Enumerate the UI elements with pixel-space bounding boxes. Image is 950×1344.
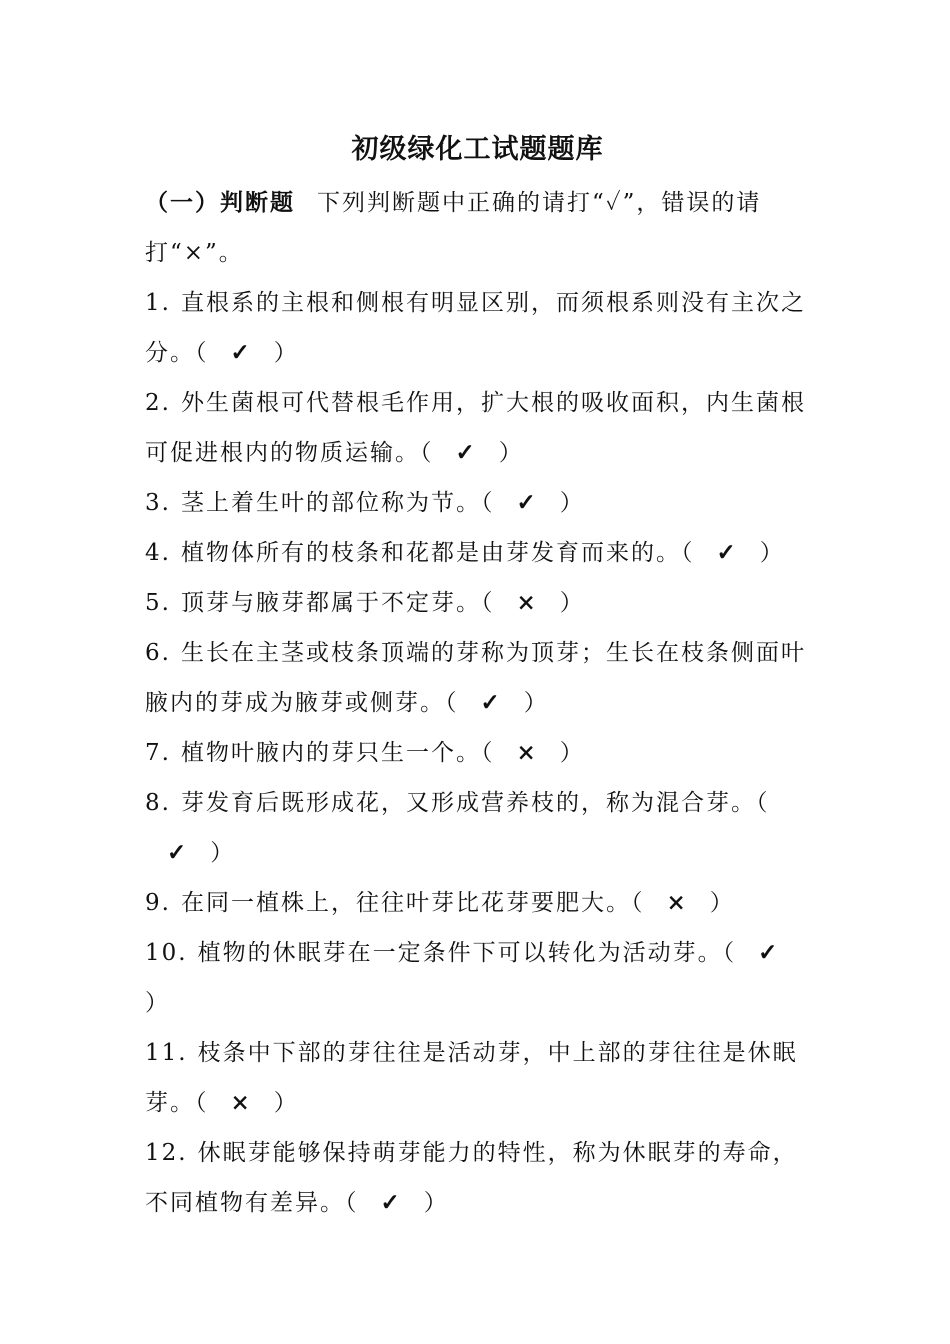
question-item [145,1028,810,1128]
question-number: 10. [145,940,188,966]
answer-paren-close: ） [559,590,585,616]
answer-paren-open: （ [420,440,434,466]
question-item [145,578,810,628]
answer-paren-open: （ [345,1190,359,1216]
answer-mark: ✓ [480,689,502,716]
answer-paren-close: ） [423,1190,449,1216]
question-item [145,378,810,478]
question-text: 植物的休眠芽在一定条件下可以转化为活动芽。 [197,940,723,966]
question-item [145,728,810,778]
answer-paren-close: ） [145,990,170,1016]
answer-paren-close: ） [210,840,236,866]
answer-paren-open: （ [480,740,495,766]
question-item [145,928,810,1028]
question-item [145,778,810,878]
question-text: 芽发育后既形成花，又形成营养枝的，称为混合芽。 [180,790,756,816]
question-item [145,278,810,378]
question-item [145,878,810,928]
question-number: 2. [145,390,171,416]
answer-mark: × [516,589,538,616]
question-number: 6. [145,640,171,666]
answer-paren-close: ） [498,440,524,466]
question-text: 茎上着生叶的部位称为节。 [180,490,481,516]
question-text: 枝条中下部的芽往往是活动芽，中上部的芽往往是休眠芽。 [145,1040,798,1116]
question-list [145,278,810,1228]
answer-paren-open: （ [195,1090,209,1116]
question-text: 外生菌根可代替根毛作用，扩大根的吸收面积，内生菌根可促进根内的物质运输。 [145,390,806,466]
answer-paren-open: （ [445,690,459,716]
answer-paren-open: （ [722,940,737,966]
answer-paren-close: ） [759,540,785,566]
question-number: 5. [145,590,171,616]
answer-mark: ✓ [167,839,189,866]
question-number: 11. [145,1040,188,1066]
answer-mark: ✓ [516,489,538,516]
question-number: 7. [145,740,171,766]
question-text: 植物体所有的枝条和花都是由芽发育而来的。 [180,540,681,566]
document-title: 初级绿化工试题题库 [351,134,604,165]
answer-paren-close: ） [273,1090,299,1116]
question-text: 顶芽与腋芽都属于不定芽。 [180,590,481,616]
question-number: 4. [145,540,171,566]
answer-paren-close: ） [559,740,585,766]
answer-paren-close: ） [559,490,585,516]
question-text: 直根系的主根和侧根有明显区别，而须根系则没有主次之分。 [145,290,806,366]
question-number: 1. [145,290,171,316]
answer-mark: ✓ [380,1189,402,1216]
question-text: 植物叶腋内的芽只生一个。 [180,740,481,766]
answer-mark: × [230,1089,252,1116]
question-item [145,528,810,578]
answer-mark: ✓ [758,939,780,966]
answer-paren-open: （ [755,790,770,816]
question-item [145,478,810,528]
section-instruction: 下列判断题中正确的请打“✓”，错误的请打“×”。 [145,190,762,266]
answer-mark: × [666,889,688,916]
question-text: 休眠芽能够保持萌芽能力的特性，称为休眠芽的寿命，不同植物有差异。 [145,1140,798,1216]
answer-paren-close: ） [523,690,549,716]
question-text: 在同一植株上，往往叶芽比花芽要肥大。 [180,890,631,916]
answer-mark: ✓ [455,439,477,466]
answer-paren-open: （ [680,540,695,566]
answer-paren-open: （ [195,340,209,366]
answer-paren-open: （ [480,490,495,516]
answer-mark: × [516,739,538,766]
question-text: 生长在主茎或枝条顶端的芽称为顶芽；生长在枝条侧面叶腋内的芽成为腋芽或侧芽。 [145,640,806,716]
answer-mark: ✓ [716,539,738,566]
question-item [145,628,810,728]
document-page [145,128,810,1228]
question-number: 8. [145,790,171,816]
question-number: 9. [145,890,171,916]
question-number: 12. [145,1140,188,1166]
section-heading: （一）判断题 [145,189,295,216]
section-header [145,178,810,278]
answer-mark: ✓ [230,339,252,366]
answer-paren-close: ） [273,340,299,366]
question-number: 3. [145,490,171,516]
answer-paren-close: ） [709,890,735,916]
answer-paren-open: （ [480,590,495,616]
answer-paren-open: （ [630,890,645,916]
question-item [145,1128,810,1228]
